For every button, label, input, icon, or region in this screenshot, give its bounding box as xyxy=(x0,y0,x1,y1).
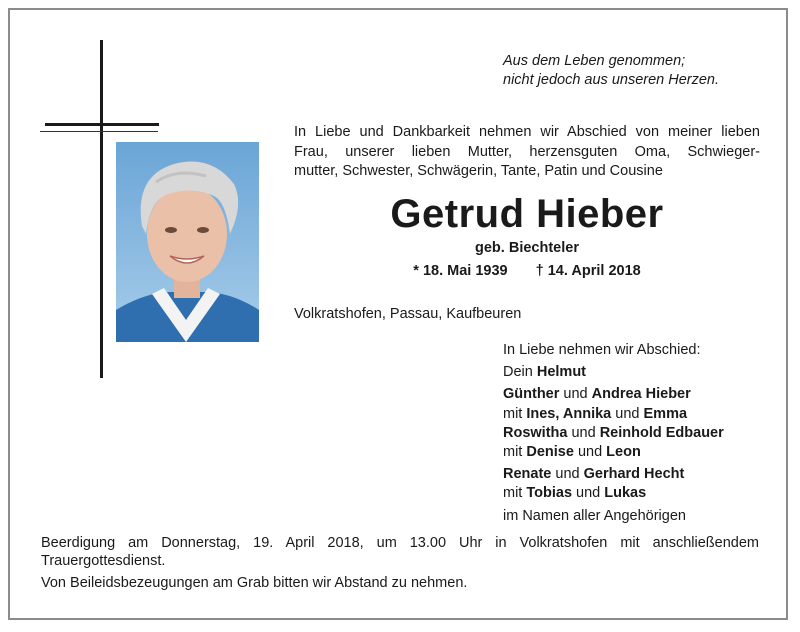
mourners-list xyxy=(503,341,773,526)
death-date: † 14. April 2018 xyxy=(535,263,641,279)
intro-line-1: In Liebe und Dankbarkeit nehmen wir Abschied von meiner lieben xyxy=(294,124,760,140)
life-dates xyxy=(294,263,760,279)
funeral-line-1: Beerdigung am Donnerstag, 19. April 2018, um 13.00 Uhr in Volkratshofen mit anschließendem xyxy=(41,535,759,551)
motto-line-1: Aus dem Leben genommen; xyxy=(503,53,686,69)
portrait-photo xyxy=(116,142,259,342)
mourner-line: mit Tobias und Lukas xyxy=(503,485,647,502)
mourner-line: Günther und Andrea Hieber xyxy=(503,386,691,403)
intro-line-3: mutter, Schwester, Schwägerin, Tante, Patin und Cousine xyxy=(294,163,663,179)
mourners-closing: im Namen aller Angehörigen xyxy=(503,507,686,524)
condolences-note: Von Beileidsbezeugungen am Grab bitten wir Abstand zu nehmen. xyxy=(41,575,468,591)
funeral-info xyxy=(41,534,759,554)
mourner-line: mit Ines, Annika und Emma xyxy=(503,405,688,422)
mourners-heading: In Liebe nehmen wir Abschied: xyxy=(503,342,701,358)
funeral-line-2: Trauergottesdienst. xyxy=(41,553,166,569)
mourner-line: Dein Helmut xyxy=(503,364,587,381)
cross-icon xyxy=(100,40,103,378)
birth-date: * 18. Mai 1939 xyxy=(413,263,508,279)
motto xyxy=(503,52,763,90)
mourner-line: Renate und Gerhard Hecht xyxy=(503,466,685,483)
maiden-name: geb. Biechteler xyxy=(475,240,579,256)
cross-beam xyxy=(45,123,159,126)
mourner-line: mit Denise und Leon xyxy=(503,444,641,461)
intro-line-2: Frau, unserer lieben Mutter, herzensguten Oma, Schwieger- xyxy=(294,143,760,160)
intro-text xyxy=(294,123,760,162)
mourner-line: Roswitha und Reinhold Edbauer xyxy=(503,424,724,441)
motto-line-2: nicht jedoch aus unseren Herzen. xyxy=(503,72,720,88)
cross-beam-shadow xyxy=(40,131,158,132)
deceased-name: Getrud Hieber xyxy=(390,192,664,236)
places: Volkratshofen, Passau, Kaufbeuren xyxy=(294,306,522,322)
